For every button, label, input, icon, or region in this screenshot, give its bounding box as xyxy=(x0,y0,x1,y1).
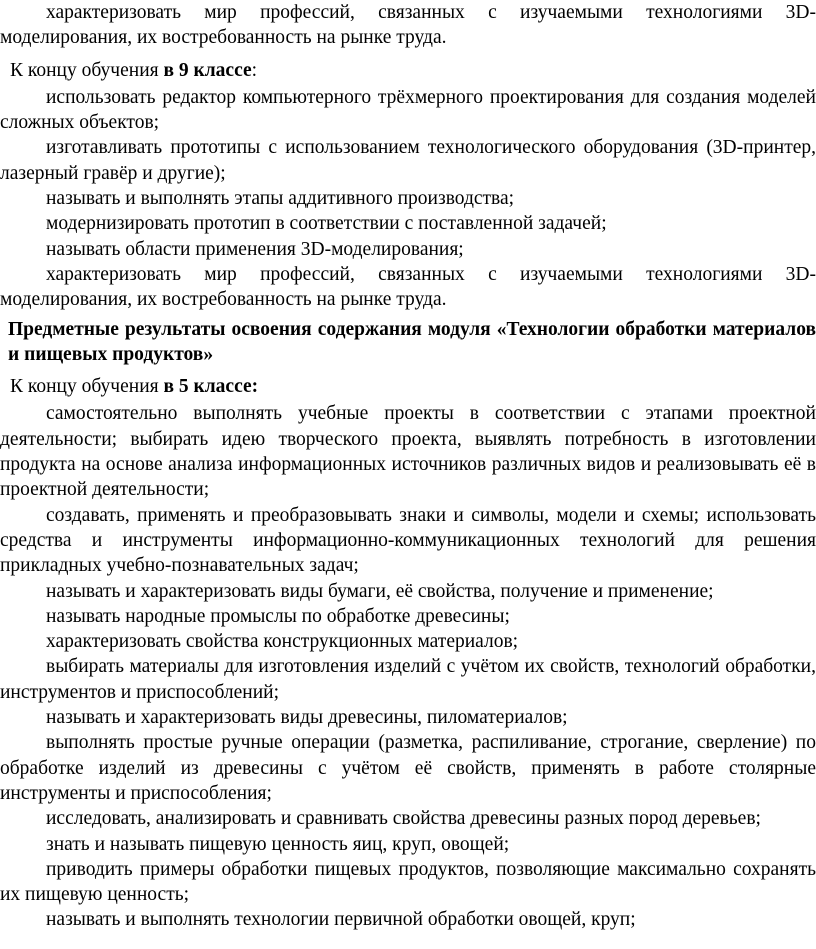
list-item: приводить примеры обработки пищевых продуктов, позволяющие максимально сохранять их пищевую ценность; xyxy=(0,858,816,906)
list-item: создавать, применять и преобразовывать знаки и символы, модели и схемы; использовать средства и инструменты информационно-коммуникационных технологий для решения прикладных учебно-познавательных задач; xyxy=(0,504,816,577)
list-item: характеризовать мир профессий, связанных с изучаемыми технологиями 3D-моделирования, их востребованность на рынке труда. xyxy=(0,263,816,311)
list-item: использовать редактор компьютерного трёхмерного проектирования для создания моделей сложных объектов; xyxy=(0,86,816,134)
list-item: характеризовать свойства конструкционных материалов; xyxy=(46,631,519,653)
grade-5-intro xyxy=(10,374,816,399)
intro-grade: в 9 классе xyxy=(163,59,252,81)
grade-9-intro xyxy=(10,58,816,83)
list-item: изготавливать прототипы с использованием технологического оборудования (3D-принтер, лазерный гравёр и другие); xyxy=(0,137,816,184)
intro-colon: : xyxy=(251,59,258,81)
grade-5-list xyxy=(0,401,816,932)
list-item: модернизировать прототип в соответствии с поставленной задачей; xyxy=(46,213,607,235)
list-item: называть и характеризовать виды древесины, пиломатериалов; xyxy=(46,707,568,729)
list-item: самостоятельно выполнять учебные проекты в соответствии с этапами проектной деятельности; выбирать идею творческого проекта, выявлять потребность в изготовлении продукта на основе анализа информационных источников различных видов и реализовывать её в проектной деятельности; xyxy=(0,403,816,501)
list-item: называть и характеризовать виды бумаги, её свойства, получение и применение; xyxy=(46,580,714,602)
intro-lead: К концу обучения xyxy=(10,376,164,398)
list-item: называть народные промыслы по обработке древесины; xyxy=(46,605,510,627)
list-item: выполнять простые ручные операции (разметка, распиливание, строгание, сверление) по обработке изделий из древесины с учётом её свойств, применять в работе столярные инструменты и приспособления; xyxy=(0,732,816,804)
list-item: выбирать материалы для изготовления изделий с учётом их свойств, технологий обработки, инструментов и приспособлений; xyxy=(0,656,816,703)
grade-9-list xyxy=(0,85,816,313)
list-item: называть области применения 3D-моделирования; xyxy=(46,238,464,260)
intro-lead: К концу обучения xyxy=(10,59,164,81)
intro-grade: в 5 классе: xyxy=(163,376,259,398)
list-item: характеризовать мир профессий, связанных с изучаемыми технологиями 3D-моделирования, их востребованность на рынке труда. xyxy=(0,2,816,49)
list-item: называть и выполнять технологии первичной обработки овощей, круп; xyxy=(46,909,636,931)
list-item: называть и выполнять этапы аддитивного производства; xyxy=(46,188,515,210)
list-item: знать и называть пищевую ценность яиц, круп, овощей; xyxy=(46,833,510,855)
list-item: исследовать, анализировать и сравнивать свойства древесины разных пород деревьев; xyxy=(46,808,761,830)
module-heading: Предметные результаты освоения содержания модуля «Технологии обработки материалов и пищевых продуктов» xyxy=(8,318,816,365)
